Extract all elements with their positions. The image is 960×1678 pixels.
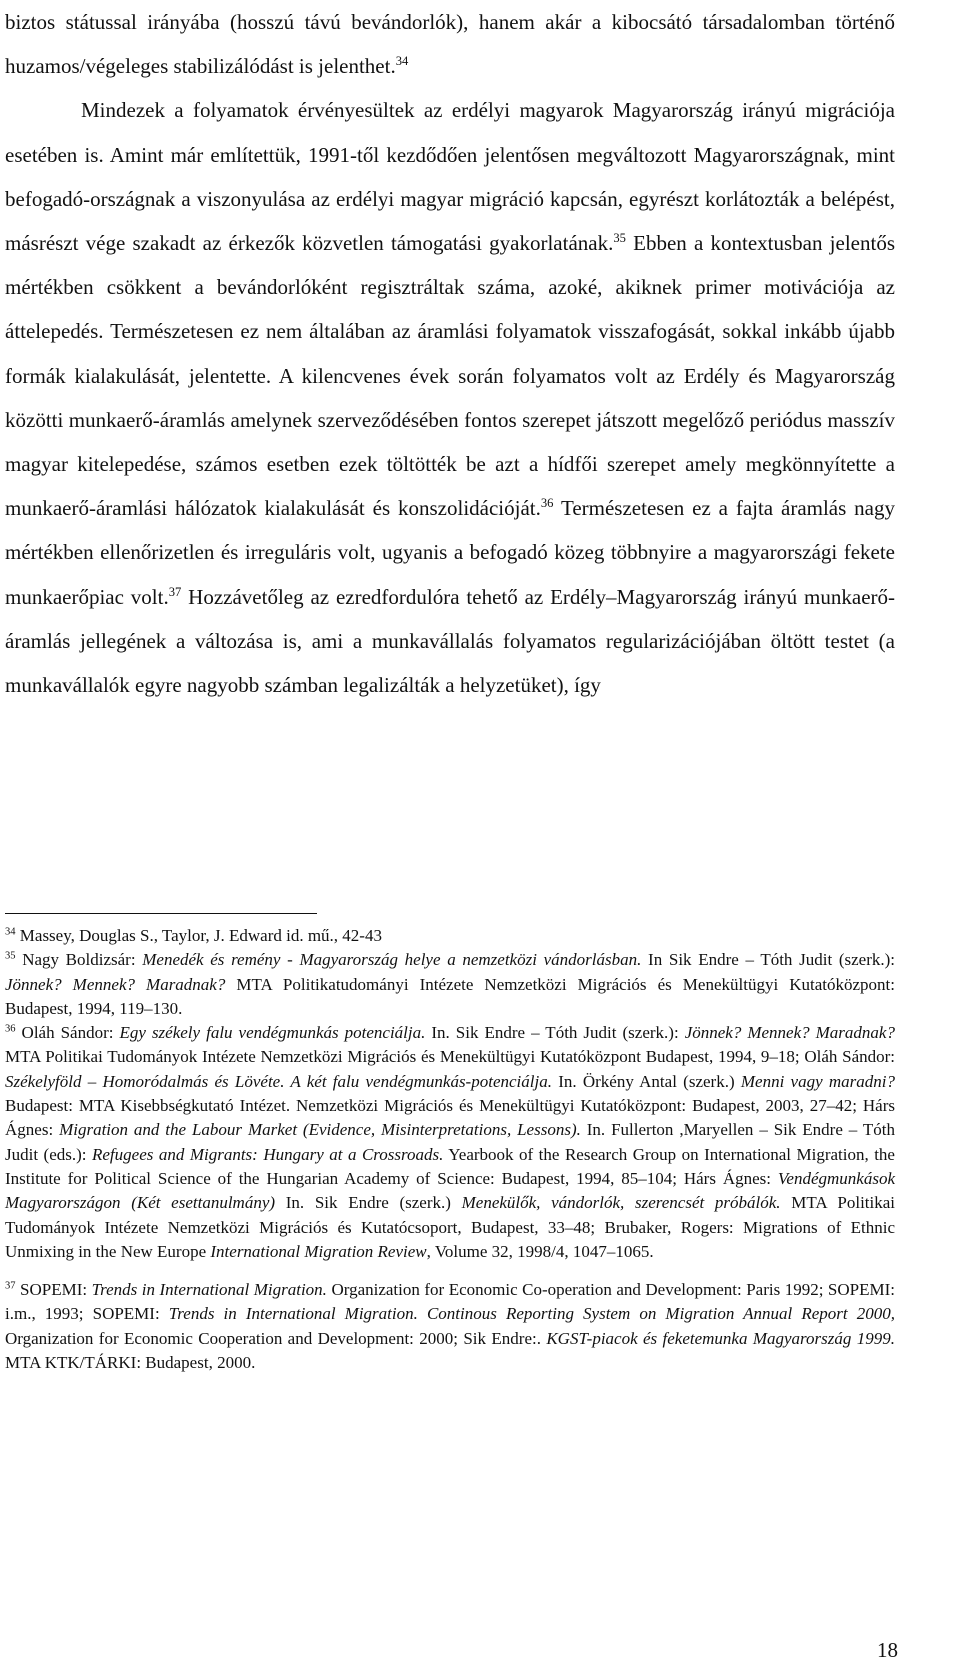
- footnote-37: $^{37}$ SOPEMI: Trends in International Migration. Organization for Economic Co-operation and Development: Paris 1992; SOPEMI: i.m., 1993; SOPEMI: Trends in International Migration. Continous Reporting System on Migration Annual Report 2000, Organization for Economic Cooperation and Development: 2000; Sik Endre:. KGST-piacok és feketemunka Magyarország 1999. MTA KTK/TÁRKI: Budapest, 2000.: [5, 1280, 896, 1373]
- page-number: 18: [877, 1638, 898, 1662]
- footnote-ref-34[interactable]: 34: [395, 54, 409, 69]
- footnote-36: $^{36}$ Oláh Sándor: Egy székely falu vendégmunkás potenciálja. In. Sik Endre – Tóth Judit (szerk.): Jönnek? Mennek? Maradnak? MTA Politikai Tudományok Intézete Nemzetközi Migrációs és Menekültügyi Kutatóközpont Budapest, 1994, 9–18; Oláh Sándor: Székelyföld – Homoródalmás és Lövéte. A két falu vendégmunkás-potenciálja. In. Örkény Antal (szerk.) Menni vagy maradni? Budapest: MTA Kisebbségkutató Intézet. Nemzetközi Migrációs és Menekültügyi Kutatóközpont: Budapest, 2003, 27–42; Hárs Ágnes: Migration and the Labour Market (Evidence, Misinterpretations, Lessons). In. Fullerton ,Maryellen – Sik Endre – Tóth Judit (eds.): Refugees and Migrants: Hungary at a Crossroads. Yearbook of the Research Group on International Migration, the Institute for Political Science of the Hungarian Academy of Science: Budapest, 1994, 85–104; Hárs Ágnes: Vendégmunkások Magyarországon (Két esettanulmány) In. Sik Endre (szerk.) Menekülők, vándorlók, szerencsét próbálók. MTA Politikai Tudományok Intézete Nemzetközi Migrációs és Kutatócsoport, Budapest, 33–48; Brubaker, Rogers: Migrations of Ethnic Unmixing in the New Europe International Migration Review, Volume 32, 1998/4, 1047–1065.: [5, 1023, 896, 1261]
- body-text: [5, 0, 895, 707]
- footnote-separator: [5, 913, 317, 914]
- footnote-34: $^{34}$ Massey, Douglas S., Taylor, J. Edward id. mű., 42-43: [5, 926, 382, 945]
- footnotes: [5, 924, 895, 1375]
- paragraph-2: Mindezek a folyamatok érvényesültek az erdélyi magyarok Magyarország irányú migrációja esetében is. Amint már említettük, 1991-től kezdődően jelentősen megváltozott Magyarországnak, mint befogadó-országnak a viszonyulása az erdélyi magyar migráció kapcsán, egyrészt korlátozták a belépést, másrészt vége szakadt az érkezők közvetlen támogatási gyakorlatának.$^{35}$ Ebben a kontextusban jelentős mértékben csökkent a bevándorlóként regisztráltak száma, azoké, akiknek primer motivációja az áttelepedés. Természetesen ez nem általában az áramlási folyamatok visszafogását, sokkal inkább újabb formák kialakulását, jelentette. A kilencvenes évek során folyamatos volt az Erdély és Magyarország közötti munkaerő-áramlás amelynek szerveződésében fontos szerepet játszott megelőző periódus masszív magyar kitelepedése, számos esetben ezek töltötték be azt a hídfői szerepet amely megkönnyítette a munkaerő-áramlási hálózatok kialakulását és konszolidációját.$^{36}$ Természetesen ez a fajta áramlás nagy mértékben ellenőrizetlen és irreguláris volt, ugyanis a befogadó közeg többnyire a magyarországi fekete munkaerőpiac volt.$^{37}$ Hozzávetőleg az ezredfordulóra tehető az Erdély–Magyarország irányú munkaerő-áramlás jellegének a változása is, ami a munkavállalás folyamatos regularizációjában öltött testet (a munkavállalók egyre nagyobb számban legalizálták a helyzetüket), így: [5, 98, 895, 698]
- footnote-ref-36[interactable]: 36: [540, 496, 554, 511]
- footnote-ref-35[interactable]: 35: [613, 231, 626, 246]
- paragraph-1: biztos státussal irányába (hosszú távú bevándorlók), hanem akár a kibocsátó társadalomban történő huzamos/végeleges stabilizálódást is jelenthet.$^{34}$: [5, 10, 895, 79]
- footnote-35: $^{35}$ Nagy Boldizsár: Menedék és remény - Magyarország helye a nemzetközi vándorlásban. In Sik Endre – Tóth Judit (szerk.): Jönnek? Mennek? Maradnak? MTA Politikatudományi Intézete Nemzetközi Migrációs és Menekültügyi Kutatóközpont: Budapest, 1994, 119–130.: [5, 950, 895, 1018]
- footnote-ref-37[interactable]: 37: [168, 584, 182, 599]
